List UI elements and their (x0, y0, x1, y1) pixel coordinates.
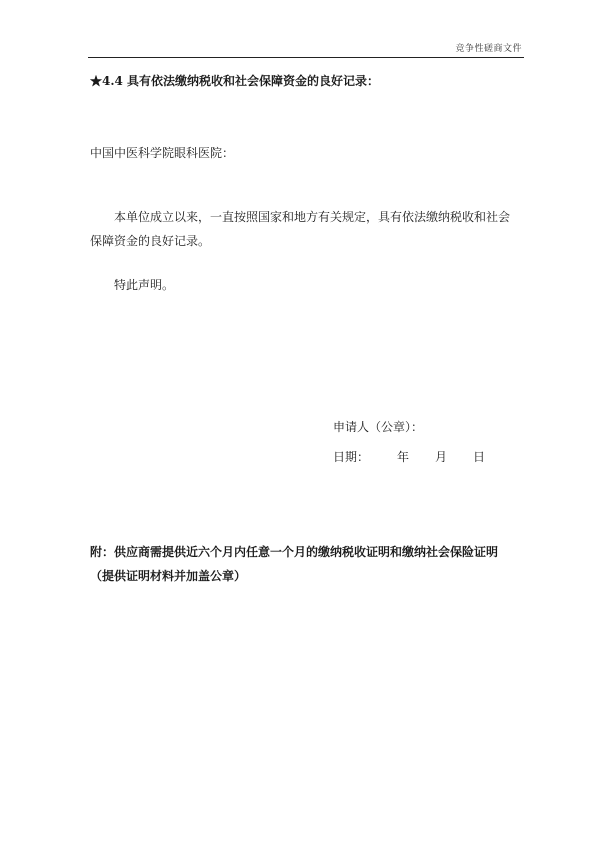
date-day: 日 (473, 450, 486, 464)
attachment-line-1: 附：供应商需提供近六个月内任意一个月的缴纳税收证明和缴纳社会保险证明 (90, 545, 499, 559)
date-line (333, 448, 485, 465)
header-divider (88, 57, 524, 58)
section-title: ★4.4 具有依法缴纳税收和社会保障资金的良好记录： (90, 74, 380, 88)
date-label: 日期： (333, 450, 370, 464)
date-month: 月 (435, 450, 448, 464)
declaration-paragraph: 本单位成立以来，一直按照国家和地方有关规定，具有依法缴纳税收和社会保障资金的良好记录。 (90, 210, 511, 248)
addressee: 中国中医科学院眼科医院： (90, 146, 235, 160)
attachment-line-2: （提供证明材料并加盖公章） (90, 569, 247, 583)
date-year: 年 (397, 450, 410, 464)
applicant-seal-label: 申请人（公章）： (333, 420, 424, 434)
attachment-note (90, 540, 530, 588)
closing-statement: 特此声明。 (114, 278, 175, 292)
header-doc-type: 竞争性磋商文件 (455, 44, 522, 54)
